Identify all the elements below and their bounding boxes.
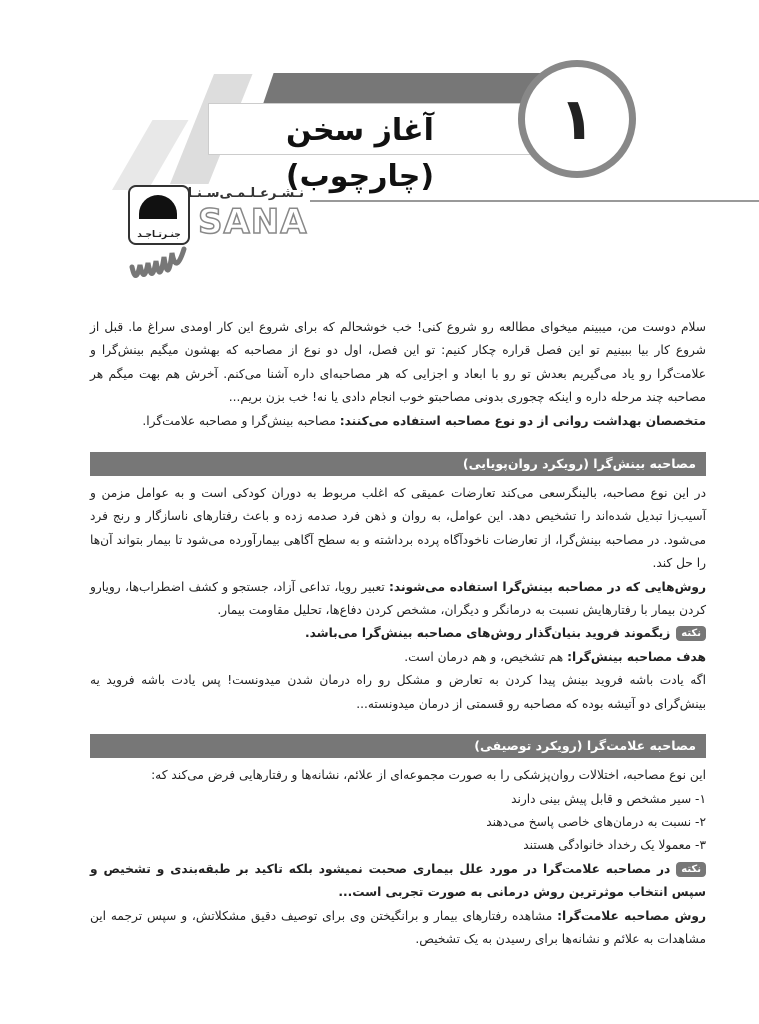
publisher-logo: [128, 185, 190, 245]
publisher-name: نـشـرعـلـمـی‌سـنـا: [187, 186, 304, 201]
signature-mark-icon: [128, 245, 188, 291]
symptom-note: [90, 858, 706, 905]
symptom-method-rest: مشاهده رفتارهای بیمار و برانگیختن وی برای توصیف دقیق مشکلاتش، و سپس ترجمه این مشاهدات به علائم و نشانه‌ها برای رسیدن به یک تشخیص.: [90, 908, 706, 946]
insight-paragraph: در این نوع مصاحبه، بالینگرسعی می‌کند تعارضات عمیقی که اغلب مربوط به دوران کودکی است و به عوامل مزمن و آسیب‌زا تبدیل شده‌اند را تشخیص دهد. این عوامل، به روان و ذهن فرد صدمه زده و باعث رفتارهای ناسازگار و رنج فرد می‌شود. در مصاحبه بینش‌گرا، از تعارضات ناخودآگاه پرده برداشته و به سطح آگاهی بیمارآورده می‌شود تا بیمار بتواند آن‌ها را حل کند.: [90, 486, 706, 571]
note-badge: نکته: [676, 626, 706, 641]
publisher-latin-wordmark: SANA: [198, 202, 308, 242]
insight-note: [90, 622, 706, 645]
insight-goal: [90, 646, 706, 669]
page-content: [90, 316, 706, 951]
chapter-header: [0, 0, 759, 300]
insight-goal-bold: هدف مصاحبه بینش‌گرا:: [567, 649, 706, 664]
section-heading-symptom: مصاحبه علامت‌گرا (رویکرد توصیفی): [90, 734, 706, 758]
experts-rest: مصاحبه بینش‌گرا و مصاحبه علامت‌گرا.: [142, 413, 340, 428]
insight-methods-rest: تعبیر رویا، تداعی آزاد، جستجو و کشف اضطراب‌ها، رویارو کردن بیمار با رفتارهایش نسبت به درمانگر و دیگران، مشخص کردن دفاع‌ها، تحلیل مقاومت بیمار.: [90, 579, 706, 618]
section-heading-insight: مصاحبه بینش‌گرا (رویکرد روان‌پویایی): [90, 452, 706, 476]
note-badge: نکته: [676, 862, 706, 877]
insight-methods-bold: روش‌هایی که در مصاحبه بینش‌گرا استفاده می‌شوند:: [389, 579, 706, 594]
intro-paragraph: سلام دوست من، میبینم میخوای مطالعه رو شروع کنی! خب خوشحالم که برای شروع این کار اومدی سراغ ما. قبل از شروع کار بیا ببینیم تو این فصل قراره چکار کنیم: تو این فصل، اول دو نوع از مصاحبه که بهشون میگیم بینش‌گرا و علامت‌گرا رو یاد می‌گیریم بعدش تو رو با ابعاد و اجزایی که هر مصاحبه‌ای داره آشنا می‌کنم. آخرش هم بهت میگم هر مصاحبه چند مرحله داره و اینکه چجوری بدونی مصاحبتو خوب انجام دادی یا نه! خب بزن بریم...: [90, 320, 706, 405]
experts-line: [90, 410, 706, 433]
header-stripe: [262, 73, 552, 107]
symptom-note-text: در مصاحبه علامت‌گرا در مورد علل بیماری صحبت نمیشود بلکه تاکید بر طبقه‌بندی و تشخیص و سپس انتخاب موثرترین روش درمانی به صورت تجربی است...: [90, 861, 706, 900]
symptom-paragraph: این نوع مصاحبه، اختلالات روان‌پزشکی را به صورت مجموعه‌ای از علائم، نشانه‌ها و رفتارهایی فرض می‌کند که:: [151, 768, 706, 783]
symptom-method: [90, 905, 706, 952]
list-item: ۲- نسبت به درمان‌های خاصی پاسخ می‌دهند: [486, 814, 706, 829]
chapter-title: آغاز سخن (چارچوب): [285, 113, 435, 194]
logo-dome-icon: [139, 195, 177, 219]
insight-goal-rest: هم تشخیص، و هم درمان است.: [404, 649, 568, 664]
insight-note-text: زیگموند فروید بنیان‌گذار روش‌های مصاحبه بینش‌گرا می‌باشد.: [304, 626, 671, 641]
insight-remember: اگه یادت باشه فروید بینش پیدا کردن به تعارض و مشکل رو راه درمان شدن میدونست! پس یادت باشه فروید یه بینش‌گرای دو آتیشه بوده که مصاحبه رو قسمتی از درمان میدونسته...: [90, 673, 706, 711]
list-item: ۳- معمولا یک رخداد خانوادگی هستند: [523, 838, 706, 853]
chapter-number: ۱: [518, 60, 636, 178]
header-divider: [310, 200, 759, 202]
insight-methods: [90, 576, 706, 623]
symptom-method-bold: روش مصاحبه علامت‌گرا:: [557, 908, 706, 923]
experts-bold: متخصصان بهداشت روانی از دو نوع مصاحبه استفاده می‌کنند:: [339, 413, 706, 428]
list-item: ۱- سیر مشخص و قابل پیش بینی دارند: [511, 791, 706, 806]
logo-label: جنـرتـاجـد: [137, 230, 181, 240]
